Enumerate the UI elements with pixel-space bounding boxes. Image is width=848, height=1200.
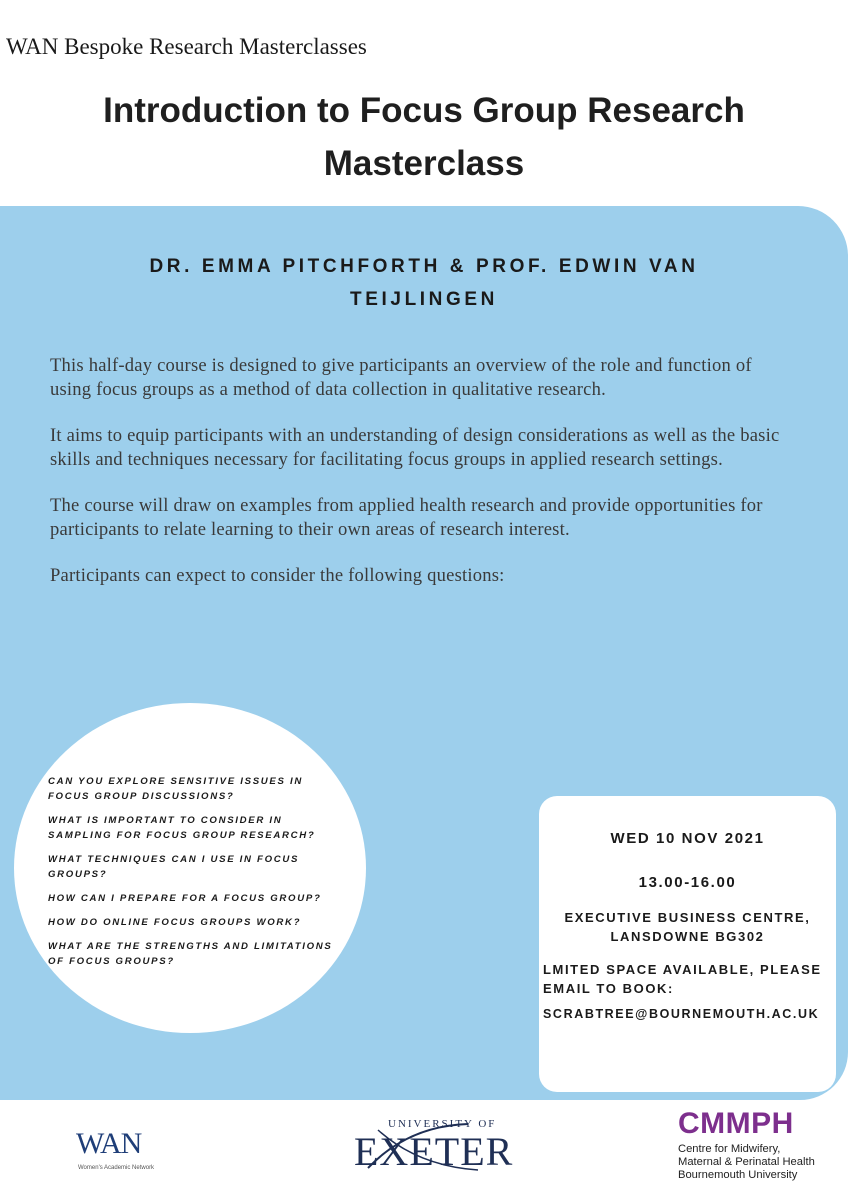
speakers-line-2: TEIJLINGEN	[350, 289, 498, 310]
cmmph-line-1: Centre for Midwifery,	[678, 1143, 781, 1155]
question-item: WHAT IS IMPORTANT TO CONSIDER IN SAMPLING FOR FOCUS GROUP RESEARCH?	[48, 815, 316, 841]
question-item: HOW DO ONLINE FOCUS GROUPS WORK?	[48, 917, 302, 928]
questions-list	[48, 774, 348, 978]
cmmph-line-3: Bournemouth University	[678, 1169, 798, 1181]
wan-logo-mark: WAN	[76, 1127, 142, 1160]
description-paragraph: Participants can expect to consider the following questions:	[50, 565, 505, 586]
booking-email-link[interactable]: SCRABTREE@BOURNEMOUTH.AC.UK	[543, 1007, 820, 1021]
cmmph-name: CMMPH	[678, 1107, 794, 1140]
venue-line-2: LANSDOWNE BG302	[610, 929, 765, 944]
question-item: WHAT TECHNIQUES CAN I USE IN FOCUS GROUPS?	[48, 854, 300, 880]
venue-line-1: EXECUTIVE BUSINESS CENTRE,	[564, 910, 811, 925]
title-line-1: Introduction to Focus Group Research	[103, 91, 745, 130]
question-item: WHAT ARE THE STRENGTHS AND LIMITATIONS OF FOCUS GROUPS?	[48, 941, 333, 967]
speakers-line-1: DR. EMMA PITCHFORTH & PROF. EDWIN VAN	[149, 256, 699, 277]
event-time: 13.00-16.00	[638, 874, 737, 891]
booking-note: LMITED SPACE AVAILABLE, PLEASE EMAIL TO BOOK:	[543, 962, 822, 996]
course-description	[50, 354, 795, 611]
question-item: HOW CAN I PREPARE FOR A FOCUS GROUP?	[48, 893, 322, 904]
description-paragraph: This half-day course is designed to give participants an overview of the role and function of using focus groups as a method of data collection in qualitative research.	[50, 355, 752, 400]
exeter-university-label: UNIVERSITY OF	[388, 1118, 497, 1130]
exeter-name: EXETER	[354, 1129, 514, 1174]
cmmph-logo	[676, 1107, 836, 1185]
cmmph-line-2: Maternal & Perinatal Health	[678, 1156, 815, 1168]
description-paragraph: The course will draw on examples from applied health research and provide opportunities for participants to relate learning to their own areas of research interest.	[50, 495, 763, 540]
question-item: CAN YOU EXPLORE SENSITIVE ISSUES IN FOCUS GROUP DISCUSSIONS?	[48, 776, 303, 802]
event-venue	[539, 908, 836, 946]
page-title	[20, 84, 828, 190]
exeter-logo	[348, 1116, 514, 1176]
speakers	[60, 250, 788, 316]
title-line-2: Masterclass	[323, 144, 525, 183]
description-paragraph: It aims to equip participants with an understanding of design considerations as well as the basic skills and techniques necessary for facilitating focus groups in applied research settings.	[50, 425, 780, 470]
event-date: WED 10 NOV 2021	[610, 830, 765, 847]
cmmph-subtitle	[678, 1143, 815, 1182]
series-name: WAN Bespoke Research Masterclasses	[6, 34, 367, 59]
wan-logo	[74, 1125, 164, 1177]
wan-logo-subtitle: Women's Academic Network	[78, 1165, 155, 1171]
